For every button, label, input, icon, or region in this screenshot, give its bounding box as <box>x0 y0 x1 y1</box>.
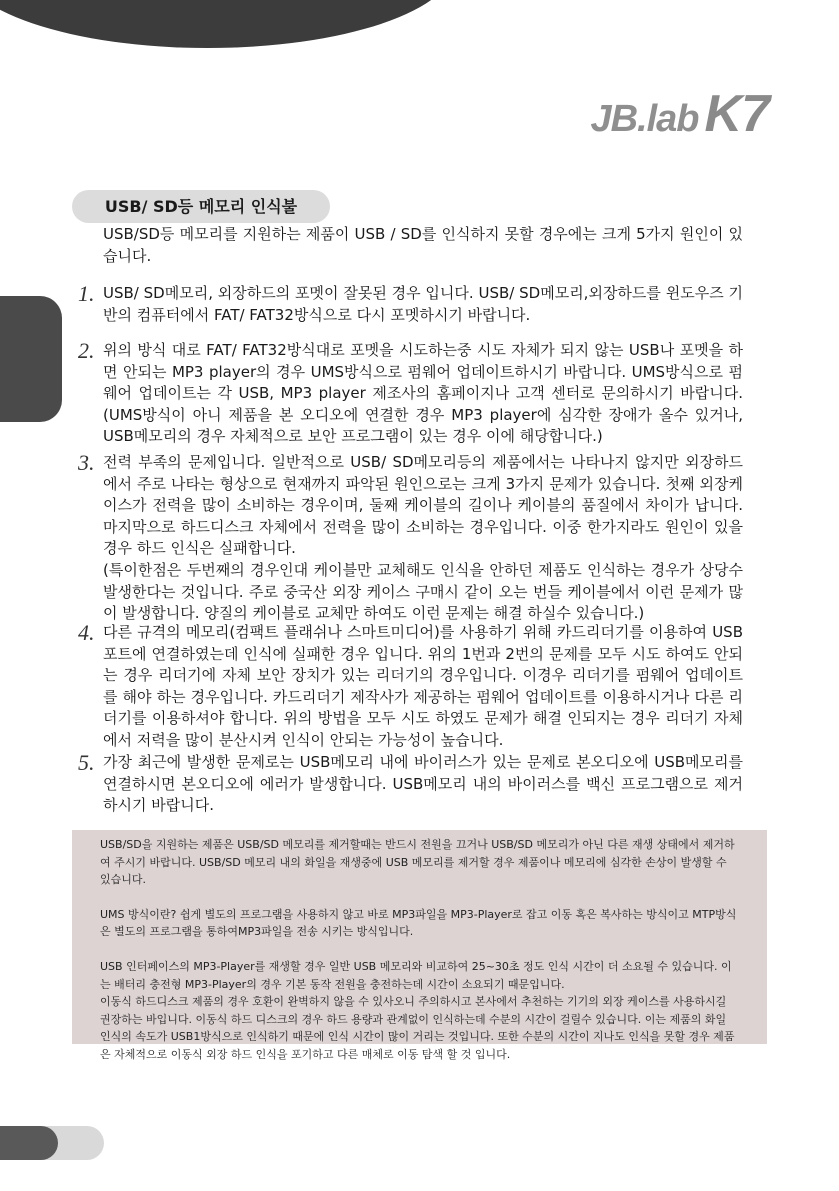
list-item-2 <box>78 340 743 448</box>
list-item-3 <box>78 452 743 625</box>
notice-paragraph-3: USB 인터페이스의 MP3-Player를 재생할 경우 일반 USB 메모리와 비교하여 25~30초 정도 인식 시간이 더 소요될 수 있습니다. 이는 배터리 충전형 MP3-Player의 경우 기본 동작 전원을 충전하는데 시간이 소요되기 때문입니다. <box>100 959 732 991</box>
notice-paragraph-4: 이동식 하드디스크 제품의 경우 호환이 완벽하지 않을 수 있사오니 주의하시고 본사에서 추천하는 기기의 외장 케이스를 사용하시길 권장하는 바입니다. 이동식 하드 디스크의 경우 하드 용량과 관계없이 인식하는데 수분의 시간이 걸릴수 있습니다. 이는 제품의 화일 인식의 속도가 USB1방식으로 인식하기 때문에 인식 시간이 많이 거리는 것입니다. 또한 수분의 시간이 지나도 인식을 못할 경우 제품은 자체적으로 이동식 외장 하드 인식을 포기하고 다른 매체로 이동 탐색 할 것 입니다. <box>100 995 735 1061</box>
item-note-text: (특이한점은 두번째의 경우인대 케이블만 교체해도 인식을 안하던 제품도 인식하는 경우가 상당수 발생한다는 것입니다. 주로 중국산 외장 케이스 구매시 같이 오는 번들 케이블에서 이런 문제가 많이 발생합니다. 양질의 케이블로 교체만 하여도 이런 문제는 해결 하실수 있습니다.) <box>103 560 743 623</box>
notice-box <box>72 830 767 1061</box>
notice-paragraph-1: USB/SD을 지원하는 제품은 USB/SD 메모리를 제거할때는 반드시 전원을 끄거나 USB/SD 메모리가 아닌 다른 재생 상태에서 제거하여 주시기 바랍니다. USB/SD 메모리 내의 화일을 재생중에 USB 메모리를 제거할 경우 제품이나 메모리에 심각한 손상이 발생할 수 있습니다. <box>100 838 735 887</box>
page-footer-bar-accent <box>0 1126 58 1160</box>
list-item-4 <box>78 622 743 752</box>
logo-brand-text: JB.lab <box>590 98 699 140</box>
header-arc-decoration <box>0 0 455 48</box>
side-tab-decoration <box>0 296 62 422</box>
intro-paragraph: USB/SD등 메모리를 지원하는 제품이 USB / SD를 인식하지 못할 경우에는 크게 5가지 원인이 있습니다. <box>103 225 743 265</box>
logo-model-text: K7 <box>704 85 769 143</box>
item-text: 위의 방식 대로 FAT/ FAT32방식대로 포멧을 시도하는중 시도 자체가 되지 않는 USB나 포멧을 하면 안되는 MP3 player의 경우 UMS방식으로 펌웨어 업데이트하시기 바랍니다. UMS방식으로 펌웨어 업데이트는 각 USB, MP3 player 제조사의 홈페이지나 고객 센터로 문의하시기 바랍니다.(UMS방식이 아니 제품을 본 오디오에 연결한 경우 MP3 player에 심각한 장애가 올수 있거나, USB메모리의 경우 자체적으로 보안 프로그램이 있는 경우 이에 해당합니다.) <box>103 341 743 446</box>
item-number: 5. <box>78 750 95 775</box>
section-title: USB/ SD등 메모리 인식불 <box>72 190 330 223</box>
item-text: 가장 최근에 발생한 문제로는 USB메모리 내에 바이러스가 있는 문제로 본오디오에 USB메모리를 연결하시면 본오디오에 에러가 발생합니다. USB메모리 내의 바이러스를 백신 프로그램으로 제거하시기 바랍니다. <box>103 753 743 815</box>
item-text: 전력 부족의 문제입니다. 일반적으로 USB/ SD메모리등의 제품에서는 나타나지 않지만 외장하드에서 주로 나타는 형상으로 현재까지 파악된 원인으로는 크게 3가지 문제가 있습니다. 첫째 외장케이스가 전력을 많이 소비하는 경우이며, 둘째 케이블의 길이나 케이블의 품질에서 차이가 납니다. 마지막으로 하드디스크 자체에서 전력을 많이 소비하는 경우입니다. 이중 한가지라도 원인이 있을경우 하드 인식은 실패합니다. <box>103 453 743 558</box>
item-text: USB/ SD메모리, 외장하드의 포멧이 잘못된 경우 입니다. USB/ SD메모리,외장하드를 윈도우즈 기반의 컴퓨터에서 FAT/ FAT32방식으로 다시 포멧하시기 바랍니다. <box>103 284 743 324</box>
item-text: 다른 규격의 메모리(컴팩트 플래쉬나 스마트미디어)를 사용하기 위해 카드리더기를 이용하여 USB포트에 연결하였는데 인식에 실패한 경우 입니다. 위의 1번과 2번의 문제를 모두 시도 하여도 안되는 경우 리더기에 자체 보안 장치가 있는 리더기의 경우입니다. 이경우 리더기를 펌웨어 업데이트를 해야 하는 경우입니다. 카드리더기 제작사가 제공하는 펌웨어 업데이트를 이용하시거나 다른 리더기를 이용하셔야 합니다. 위의 방법을 모두 시도 하였도 문제가 해결 인되지는 경우 리더기 자체에서 저력을 많이 분산시켜 인식이 안되는 가능성이 높습니다. <box>103 623 743 749</box>
notice-paragraph-2: UMS 방식이란? 쉽게 별도의 프로그램을 사용하지 않고 바로 MP3파일을 MP3-Player로 잡고 이동 혹은 복사하는 방식이고 MTP방식은 별도의 프로그램을 통하여MP3파일을 전송 시키는 방식입니다. <box>100 907 737 939</box>
list-item-5 <box>78 752 743 817</box>
brand-logo <box>590 84 769 144</box>
item-number: 3. <box>78 450 95 475</box>
item-number: 4. <box>78 620 95 645</box>
list-item-1 <box>78 283 743 326</box>
item-number: 2. <box>78 338 95 363</box>
item-number: 1. <box>78 281 95 306</box>
